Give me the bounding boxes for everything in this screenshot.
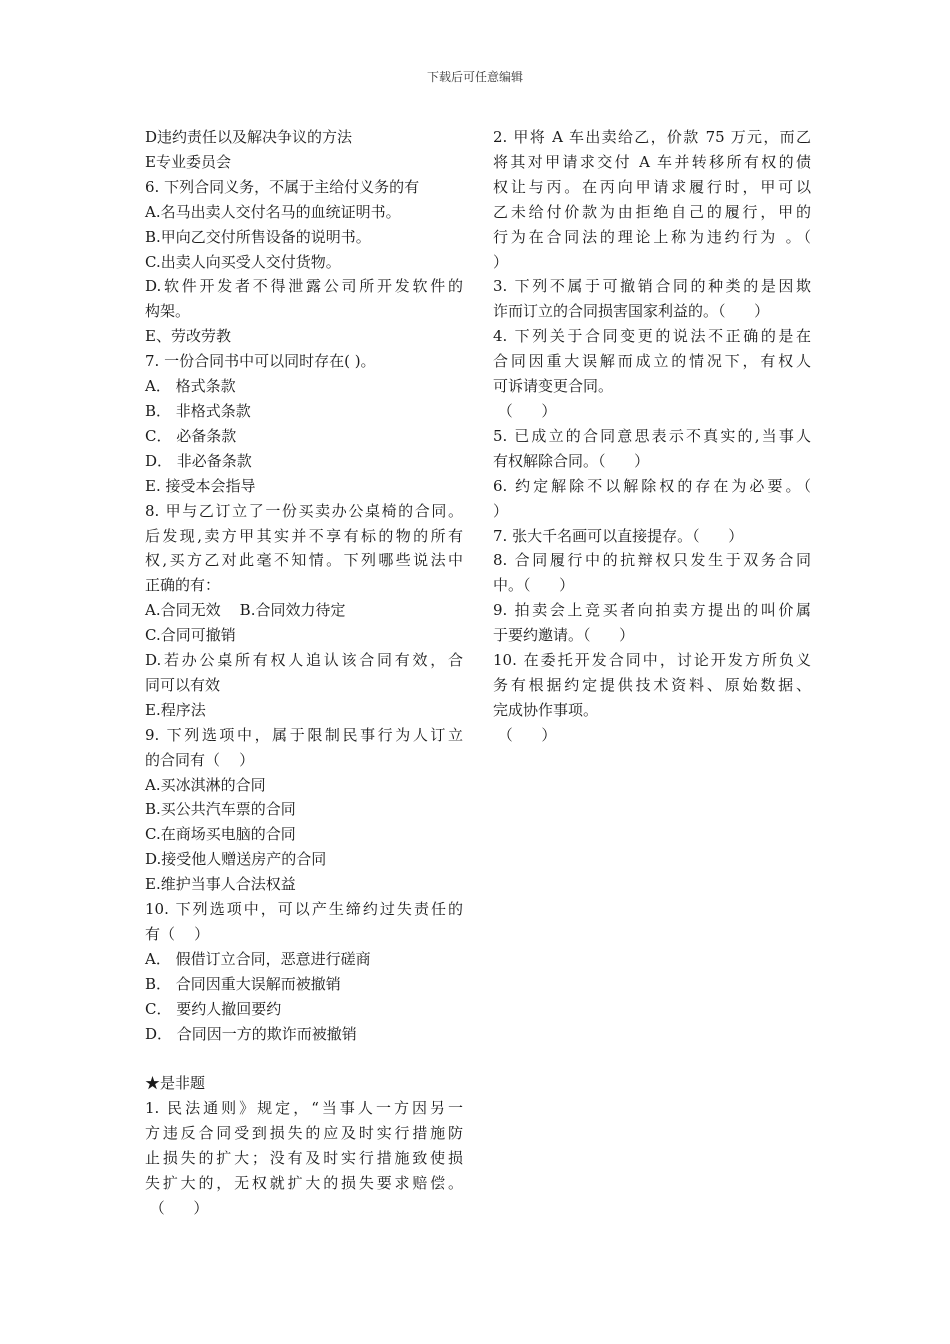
text-line: C． 必备条款 (145, 426, 237, 445)
text-line: 可诉请变更合同。 (493, 377, 614, 396)
blank-line (145, 1047, 463, 1072)
text-line: （ ） (145, 1198, 209, 1217)
text-line: A.买冰淇淋的合同 (145, 775, 266, 794)
text-line: E.程序法 (145, 700, 206, 719)
text-line: 有权解除合同。（ ） (493, 451, 650, 470)
text-line: 7. 张大千名画可以直接提存。（ ） (493, 526, 744, 545)
text-line: 行为在合同法的理论上称为违约行为 。（ (493, 227, 811, 246)
text-line: 权,买方乙对此毫不知情。下列哪些说法中 (145, 551, 463, 570)
text-line: B.甲向乙交付所售设备的说明书。 (145, 227, 371, 246)
text-line: 7. 一份合同书中可以同时存在( )。 (145, 352, 376, 371)
text-line: ） (493, 252, 509, 271)
text-line: E.维护当事人合法权益 (145, 875, 296, 894)
text-line: 正确的有： (145, 576, 221, 595)
text-line: 8. 合同履行中的抗辩权只发生于双务合同 (493, 551, 811, 570)
text-line: E、劳改劳教 (145, 327, 231, 346)
text-line: 止损失的扩大；没有及时实行措施致使损 (145, 1149, 463, 1168)
text-line: 5. 已成立的合同意思表示不真实的,当事人 (493, 426, 811, 445)
left-column (145, 125, 463, 1221)
text-line: 10. 下列选项中，可以产生缔约过失责任的 (145, 900, 463, 919)
text-line: （ ） (493, 725, 557, 744)
text-line: 10. 在委托开发合同中，讨论开发方所负义 (493, 651, 811, 670)
text-line: D.软件开发者不得泄露公司所开发软件的 (145, 277, 463, 296)
text-line: 同可以有效 (145, 675, 221, 694)
text-line: 失扩大的，无权就扩大的损失要求赔偿。 (145, 1174, 463, 1193)
text-line: D． 合同因一方的欺诈而被撤销 (145, 1024, 357, 1043)
text-line: 1. 民法通则》规定，“当事人一方因另一 (145, 1099, 463, 1118)
text-line: A． 格式条款 (145, 377, 236, 396)
text-line: 中。（ ） (493, 576, 575, 595)
text-line: D.接受他人赠送房产的合同 (145, 850, 327, 869)
text-line: 合同因重大误解而成立的情况下，有权人 (493, 352, 811, 371)
text-line: B． 合同因重大误解而被撤销 (145, 974, 341, 993)
text-line: 后发现,卖方甲其实并不享有标的物的所有 (145, 526, 463, 545)
page-header: 下载后可任意编辑 (426, 70, 523, 84)
text-line: 2. 甲将 A 车出卖给乙，价款 75 万元，而乙 (493, 128, 811, 146)
text-line: 8. 甲与乙订立了一份买卖办公桌椅的合同。 (145, 501, 463, 520)
text-line: ） (493, 501, 509, 520)
text-line: 的合同有（ ） (145, 750, 255, 769)
text-line: E专业委员会 (145, 152, 231, 171)
text-line: E. 接受本会指导 (145, 476, 256, 495)
text-line: C.合同可撤销 (145, 626, 236, 645)
text-line: A.合同无效 B.合同效力待定 (145, 601, 346, 620)
text-line: B． 非格式条款 (145, 401, 251, 420)
text-line: 乙未给付价款为由拒绝自己的履行，甲的 (493, 202, 811, 221)
text-line: C． 要约人撤回要约 (145, 999, 282, 1018)
text-line: 于要约邀请。（ ） (493, 626, 635, 645)
text-line: D． 非必备条款 (145, 451, 252, 470)
text-line: 务有根据约定提供技术资料、原始数据、 (493, 675, 811, 694)
text-line: 诈而订立的合同损害国家利益的。（ ） (493, 302, 770, 321)
text-line: 9. 下列选项中，属于限制民事行为人订立 (145, 725, 463, 744)
text-line: ★是非题 (145, 1074, 206, 1093)
text-line: 权让与丙。在丙向甲请求履行时，甲可以 (493, 177, 811, 196)
text-line: 构架。 (145, 302, 191, 321)
text-line: 3. 下列不属于可撤销合同的种类的是因欺 (493, 277, 811, 296)
text-line: 有（ ） (145, 925, 210, 943)
text-line: 将其对甲请求交付 A 车并转移所有权的债 (493, 152, 811, 171)
text-line: 6. 约定解除不以解除权的存在为必要。（ (493, 476, 811, 495)
text-line: 6. 下列合同义务，不属于主给付义务的有 (145, 177, 420, 196)
text-line: D违约责任以及解决争议的方法 (145, 128, 353, 146)
text-line: A.名马出卖人交付名马的血统证明书。 (145, 202, 401, 221)
text-line: D.若办公桌所有权人追认该合同有效，合 (145, 651, 463, 670)
text-line: 方违反合同受到损失的应及时实行措施防 (145, 1124, 463, 1143)
text-line: C.在商场买电脑的合同 (145, 825, 296, 844)
text-line: C.出卖人向买受人交付货物。 (145, 252, 341, 271)
text-line: （ ） (493, 401, 557, 420)
text-line: B.买公共汽车票的合同 (145, 800, 296, 819)
text-line: 4. 下列关于合同变更的说法不正确的是在 (493, 327, 811, 346)
right-column (493, 125, 811, 748)
text-line: A． 假借订立合同，恶意进行磋商 (145, 949, 371, 968)
text-line: 完成协作事项。 (493, 700, 599, 719)
text-line: 9. 拍卖会上竞买者向拍卖方提出的叫价属 (493, 601, 811, 620)
